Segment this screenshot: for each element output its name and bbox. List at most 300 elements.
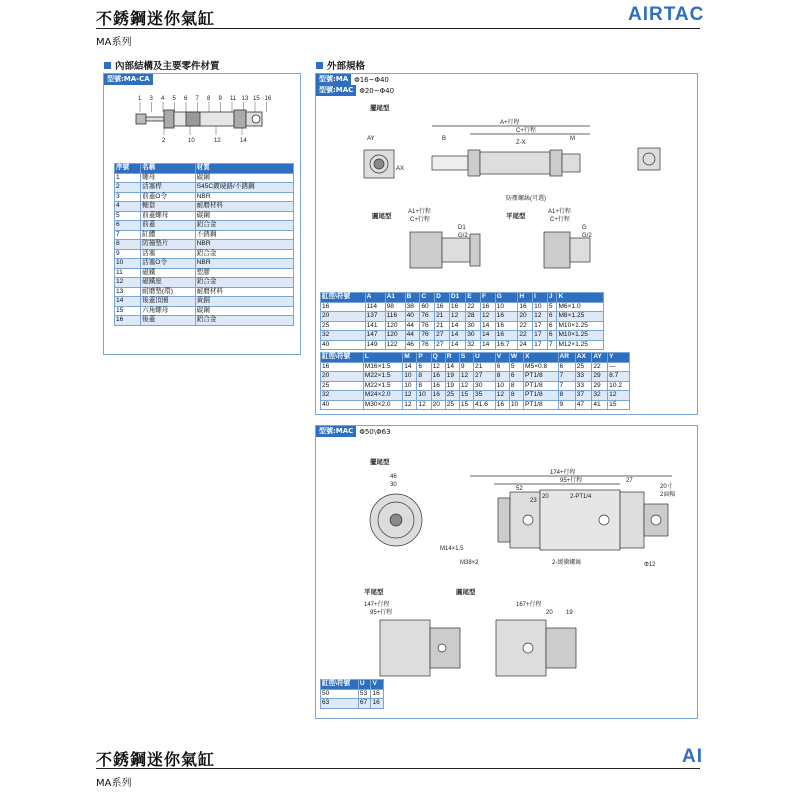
table-cell: 33 bbox=[575, 372, 592, 382]
table-cell: 16 bbox=[449, 302, 465, 312]
table-header-cell: 序號 bbox=[115, 164, 141, 174]
table-cell: 16 bbox=[115, 316, 141, 326]
table-cell: 耐磨材料 bbox=[195, 202, 293, 212]
table-cell: PT1/8 bbox=[524, 391, 558, 401]
table-cell: 24 bbox=[518, 340, 533, 350]
table-cell: 14 bbox=[403, 362, 417, 372]
parts-table bbox=[114, 163, 294, 326]
dim-label: A1+行程 bbox=[548, 209, 571, 215]
model-spec: Φ20~Φ40 bbox=[359, 86, 395, 95]
dim-label: M38×2 bbox=[460, 560, 479, 566]
table-cell: 122 bbox=[385, 340, 405, 350]
table-cell: 30 bbox=[466, 331, 481, 341]
table-cell: 50 bbox=[321, 689, 359, 699]
table-cell: 25 bbox=[445, 400, 459, 410]
model-spec: Φ50\Φ63 bbox=[359, 427, 391, 436]
dim-label: 19 bbox=[566, 610, 573, 616]
callout-number: 16 bbox=[264, 96, 272, 102]
parts-row bbox=[115, 297, 294, 307]
table-cell: 27 bbox=[474, 372, 496, 382]
parts-row bbox=[115, 268, 294, 278]
table-cell: 耐磨墊(環) bbox=[141, 287, 196, 297]
dimension-row bbox=[321, 312, 604, 322]
dim-label: AX bbox=[396, 166, 405, 172]
dim-label: 52 bbox=[516, 486, 523, 492]
table-cell: 12 bbox=[417, 400, 431, 410]
dim-label: 23 bbox=[530, 498, 537, 504]
dim-label: D1 bbox=[458, 225, 466, 231]
table-cell: M30×2.0 bbox=[363, 400, 403, 410]
table-cell: 14 bbox=[449, 331, 465, 341]
table-cell: 32 bbox=[321, 391, 364, 401]
table-cell: PT1/8 bbox=[524, 372, 558, 382]
dim-label: C+行程 bbox=[516, 128, 536, 134]
table-cell: 塑膠 bbox=[195, 268, 293, 278]
dimension-row bbox=[321, 699, 384, 709]
table-cell: 76 bbox=[420, 321, 435, 331]
table-cell: M5×0.8 bbox=[524, 362, 558, 372]
table-header-cell: AR bbox=[558, 353, 575, 363]
table-cell: 22 bbox=[518, 321, 533, 331]
table-cell: 141 bbox=[365, 321, 385, 331]
right-section-title: 外部規格 bbox=[327, 61, 366, 72]
table-header-cell: F bbox=[481, 293, 496, 303]
table-cell: 5 bbox=[547, 302, 557, 312]
model-row-mac bbox=[316, 85, 394, 96]
table-cell: M24×2.0 bbox=[363, 391, 403, 401]
parts-row bbox=[115, 240, 294, 250]
table-cell: M12×1.25 bbox=[557, 340, 604, 350]
table-cell: 147 bbox=[365, 331, 385, 341]
dimension-row bbox=[321, 331, 604, 341]
bullet-icon bbox=[104, 62, 111, 69]
table-cell: 3 bbox=[115, 192, 141, 202]
callout-number: 10 bbox=[188, 138, 195, 144]
mac-dimension-table bbox=[320, 679, 384, 709]
table-cell: M16×1.5 bbox=[363, 362, 403, 372]
table-cell: M8×1.25 bbox=[557, 312, 604, 322]
table-cell: 15 bbox=[608, 400, 630, 410]
table-header-cell: D bbox=[435, 293, 450, 303]
table-header-cell: 名稱 bbox=[141, 164, 196, 174]
model-list bbox=[316, 74, 394, 96]
table-header-cell: 缸徑\符號 bbox=[321, 293, 366, 303]
table-cell: 16 bbox=[435, 302, 450, 312]
table-cell: 14 bbox=[449, 340, 465, 350]
table-header-cell: J bbox=[547, 293, 557, 303]
table-cell: 16 bbox=[321, 362, 364, 372]
table-cell: PT1/8 bbox=[524, 381, 558, 391]
dim-label: C+行程 bbox=[410, 217, 430, 223]
table-header-cell: U bbox=[474, 353, 496, 363]
table-cell: 29 bbox=[592, 381, 608, 391]
table-cell: 20 bbox=[518, 312, 533, 322]
table-cell: 10.2 bbox=[608, 381, 630, 391]
table-cell: 14 bbox=[449, 321, 465, 331]
table-cell: 116 bbox=[385, 312, 405, 322]
model-tag: 型號:MAC bbox=[316, 426, 356, 437]
table-cell: 5 bbox=[509, 362, 523, 372]
table-cell: 10 bbox=[495, 302, 518, 312]
table-cell: 76 bbox=[420, 312, 435, 322]
table-cell: 16 bbox=[371, 699, 384, 709]
table-cell: 鋁合金 bbox=[195, 278, 293, 288]
dim-label: 20寸 bbox=[660, 484, 673, 490]
dim-label: G/2 bbox=[582, 233, 592, 239]
table-cell: 25 bbox=[445, 391, 459, 401]
callout-number: 2 bbox=[162, 138, 166, 144]
dim-label: A+行程 bbox=[500, 120, 520, 126]
model-tag: 型號:MA-CA bbox=[104, 74, 153, 85]
table-cell: 33 bbox=[575, 381, 592, 391]
left-section-heading bbox=[104, 58, 220, 72]
dim-label: G bbox=[582, 225, 587, 231]
model-row-ma bbox=[316, 74, 394, 85]
table-cell: 12 bbox=[403, 400, 417, 410]
table-cell: 11 bbox=[115, 268, 141, 278]
dim-label: 20 bbox=[546, 610, 553, 616]
parts-panel bbox=[103, 73, 301, 355]
table-cell: 16 bbox=[431, 372, 445, 382]
dim-label: AY bbox=[367, 136, 375, 142]
table-cell: 40 bbox=[321, 340, 366, 350]
table-cell: 軸套 bbox=[141, 202, 196, 212]
table-cell: 防撞墊片 bbox=[141, 240, 196, 250]
table-cell: 鋁合金 bbox=[195, 316, 293, 326]
model-spec: Φ16~Φ40 bbox=[354, 75, 389, 84]
dim-label: B bbox=[442, 136, 447, 142]
table-header-cell: V bbox=[371, 680, 384, 690]
table-cell: 14 bbox=[115, 297, 141, 307]
table-cell: 8 bbox=[115, 240, 141, 250]
callout-number: 1 bbox=[138, 96, 142, 102]
dim-label: 174+行程 bbox=[550, 470, 576, 476]
table-cell: 44 bbox=[405, 331, 420, 341]
callout-number: 15 bbox=[253, 96, 260, 102]
callout-number: 13 bbox=[241, 96, 249, 102]
callout-number: 6 bbox=[184, 96, 188, 102]
table-cell: 6 bbox=[558, 362, 575, 372]
dimension-row bbox=[321, 362, 630, 372]
table-cell: 前蓋O令 bbox=[141, 192, 196, 202]
bullet-icon bbox=[316, 62, 323, 69]
table-cell: S45C鍍硬鉻/不銹鋼 bbox=[195, 183, 293, 193]
footer-title: 不銹鋼迷你氣缸 bbox=[96, 750, 216, 769]
dimension-row bbox=[321, 302, 604, 312]
table-cell: 耐磨材料 bbox=[195, 287, 293, 297]
table-cell: 12 bbox=[608, 391, 630, 401]
table-cell: 14 bbox=[481, 331, 496, 341]
table-cell: 40 bbox=[405, 312, 420, 322]
table-cell: 76 bbox=[420, 331, 435, 341]
table-cell: — bbox=[608, 362, 630, 372]
label-flat-tail: 平尾型 bbox=[506, 213, 526, 220]
table-cell: 32 bbox=[466, 340, 481, 350]
table-cell: 29 bbox=[592, 372, 608, 382]
table-cell: 2 bbox=[115, 183, 141, 193]
dim-label: 防塵螺絲(可選) bbox=[506, 196, 546, 202]
table-cell: 14 bbox=[481, 340, 496, 350]
page-title: 不銹鋼迷你氣缸 bbox=[96, 9, 216, 28]
dim-label: 46 bbox=[390, 474, 397, 480]
table-cell: 30 bbox=[466, 321, 481, 331]
dim-label: 30 bbox=[390, 482, 397, 488]
table-cell: 4 bbox=[115, 202, 141, 212]
table-cell: M6×1.0 bbox=[557, 302, 604, 312]
table-header-cell: 材質 bbox=[195, 164, 293, 174]
table-cell: 76 bbox=[420, 340, 435, 350]
table-cell: 活塞O令 bbox=[141, 259, 196, 269]
table-cell: M22×1.5 bbox=[363, 381, 403, 391]
table-cell: 17 bbox=[533, 331, 548, 341]
table-cell: 20 bbox=[321, 372, 364, 382]
table-cell: 28 bbox=[466, 312, 481, 322]
table-cell: 後蓋頂圈 bbox=[141, 297, 196, 307]
model-tag: 型號:MAC bbox=[316, 85, 356, 96]
callout-number: 3 bbox=[149, 96, 153, 102]
table-cell: 22 bbox=[466, 302, 481, 312]
table-cell: 16 bbox=[321, 302, 366, 312]
mac-spec-panel bbox=[315, 425, 698, 719]
table-cell: 10 bbox=[115, 259, 141, 269]
table-cell: 12 bbox=[115, 278, 141, 288]
table-cell: 10 bbox=[417, 391, 431, 401]
parts-row bbox=[115, 278, 294, 288]
table-cell: M10×1.25 bbox=[557, 331, 604, 341]
table-cell: 16 bbox=[481, 302, 496, 312]
table-cell: 12 bbox=[495, 391, 509, 401]
table-cell: 12 bbox=[449, 312, 465, 322]
table-cell: 21 bbox=[435, 321, 450, 331]
table-cell: 6 bbox=[547, 331, 557, 341]
table-cell: 6 bbox=[547, 321, 557, 331]
table-cell: 12 bbox=[533, 312, 548, 322]
dim-label: 167+行程 bbox=[516, 602, 542, 608]
table-cell: 40 bbox=[321, 400, 364, 410]
table-cell: 碳鋼 bbox=[195, 306, 293, 316]
table-cell: 22 bbox=[518, 331, 533, 341]
table-header-cell: L bbox=[363, 353, 403, 363]
dim-label: 95+行程 bbox=[560, 478, 583, 484]
table-cell: 10 bbox=[403, 381, 417, 391]
table-cell: 7 bbox=[558, 381, 575, 391]
table-cell: 不銹鋼 bbox=[195, 230, 293, 240]
dimension-row bbox=[321, 381, 630, 391]
table-header-cell: 缸徑\符號 bbox=[321, 680, 359, 690]
table-cell: 鋁合金 bbox=[195, 249, 293, 259]
table-cell: 16 bbox=[518, 302, 533, 312]
external-dimension-drawing bbox=[320, 100, 692, 285]
table-cell: 7 bbox=[115, 230, 141, 240]
mac-dimension-drawing bbox=[320, 442, 692, 682]
table-cell: 12 bbox=[431, 362, 445, 372]
table-cell: 98 bbox=[385, 302, 405, 312]
table-cell: 後蓋 bbox=[141, 316, 196, 326]
table-cell: 鋁合金 bbox=[195, 221, 293, 231]
table-cell: 6 bbox=[509, 372, 523, 382]
parts-row bbox=[115, 183, 294, 193]
table-cell: 41 bbox=[592, 400, 608, 410]
table-header-cell: C bbox=[420, 293, 435, 303]
table-header-cell: Y bbox=[608, 353, 630, 363]
table-cell: 19 bbox=[445, 372, 459, 382]
table-cell: 13 bbox=[115, 287, 141, 297]
table-cell: 21 bbox=[474, 362, 496, 372]
table-cell: 8 bbox=[509, 391, 523, 401]
label-round-tail: 圓尾型 bbox=[372, 213, 392, 220]
table-cell: NBR bbox=[195, 259, 293, 269]
table-cell: 9 bbox=[459, 362, 473, 372]
dim-label: 20 bbox=[542, 494, 549, 500]
callout-number: 12 bbox=[214, 138, 221, 144]
table-cell: 7 bbox=[547, 340, 557, 350]
table-cell: 17 bbox=[533, 321, 548, 331]
table-cell: 12 bbox=[459, 381, 473, 391]
table-cell: M10×1.25 bbox=[557, 321, 604, 331]
table-cell: 碳鋼 bbox=[195, 211, 293, 221]
dim-label: M14×1.5 bbox=[440, 546, 464, 552]
table-cell: 25 bbox=[575, 362, 592, 372]
table-cell: 15 bbox=[459, 391, 473, 401]
table-cell: 8 bbox=[495, 372, 509, 382]
table-cell: 六角螺母 bbox=[141, 306, 196, 316]
table-cell: 10 bbox=[509, 400, 523, 410]
table-cell: 16.7 bbox=[495, 340, 518, 350]
table-cell: 41.6 bbox=[474, 400, 496, 410]
series-label: MA系列 bbox=[96, 37, 132, 48]
table-header-cell: P bbox=[417, 353, 431, 363]
dim-label: 27 bbox=[626, 478, 633, 484]
dimension-row bbox=[321, 391, 630, 401]
table-cell: 10 bbox=[403, 372, 417, 382]
parts-row bbox=[115, 230, 294, 240]
table-cell: 9 bbox=[558, 400, 575, 410]
parts-row bbox=[115, 259, 294, 269]
table-header-cell: D1 bbox=[449, 293, 465, 303]
parts-row bbox=[115, 211, 294, 221]
table-cell: NBR bbox=[195, 192, 293, 202]
table-cell: 67 bbox=[358, 699, 371, 709]
table-cell: 53 bbox=[358, 689, 371, 699]
dimension-table-1 bbox=[320, 292, 604, 350]
callout-number: 9 bbox=[218, 96, 222, 102]
table-cell: 60 bbox=[420, 302, 435, 312]
table-header-cell: R bbox=[445, 353, 459, 363]
parts-row bbox=[115, 306, 294, 316]
table-header-cell: AX bbox=[575, 353, 592, 363]
dim-label: M bbox=[570, 136, 575, 142]
table-cell: 30 bbox=[474, 381, 496, 391]
table-cell: 前蓋螺母 bbox=[141, 211, 196, 221]
table-cell: 32 bbox=[321, 331, 366, 341]
model-tag: 型號:MA bbox=[316, 74, 351, 85]
table-cell: 46 bbox=[405, 340, 420, 350]
table-cell: NBR bbox=[195, 240, 293, 250]
parts-row bbox=[115, 287, 294, 297]
table-cell: 1 bbox=[115, 173, 141, 183]
table-cell: 21 bbox=[435, 312, 450, 322]
table-header-cell: U bbox=[358, 680, 371, 690]
table-cell: 5 bbox=[115, 211, 141, 221]
table-header-cell: S bbox=[459, 353, 473, 363]
table-cell: 17 bbox=[533, 340, 548, 350]
footer-series: MA系列 bbox=[96, 778, 132, 789]
parts-row bbox=[115, 316, 294, 326]
table-header-cell: E bbox=[466, 293, 481, 303]
table-cell: 12 bbox=[403, 391, 417, 401]
table-cell: 活塞桿 bbox=[141, 183, 196, 193]
parts-row bbox=[115, 192, 294, 202]
table-header-cell: AY bbox=[592, 353, 608, 363]
table-cell: 63 bbox=[321, 699, 359, 709]
dim-label: Z-X bbox=[516, 140, 526, 146]
table-cell: 15 bbox=[115, 306, 141, 316]
table-cell: 磁鐵座 bbox=[141, 278, 196, 288]
table-cell: 活塞 bbox=[141, 249, 196, 259]
table-cell: 16 bbox=[495, 312, 518, 322]
table-header-cell: G bbox=[495, 293, 518, 303]
table-cell: 44 bbox=[405, 321, 420, 331]
table-cell: 12 bbox=[481, 312, 496, 322]
table-cell: 35 bbox=[474, 391, 496, 401]
table-cell: 20 bbox=[431, 400, 445, 410]
dim-label: 95+行程 bbox=[370, 610, 393, 616]
dimension-row bbox=[321, 689, 384, 699]
table-header-cell: A bbox=[365, 293, 385, 303]
table-header-cell: V bbox=[495, 353, 509, 363]
table-cell: 6 bbox=[417, 362, 431, 372]
table-cell: 8.7 bbox=[608, 372, 630, 382]
brand-logo: AIRTAC bbox=[628, 4, 705, 25]
table-cell: 38 bbox=[405, 302, 420, 312]
table-header-cell: 缸徑\符號 bbox=[321, 353, 364, 363]
table-cell: 14 bbox=[445, 362, 459, 372]
mac-model-row bbox=[316, 426, 391, 437]
table-cell: 8 bbox=[417, 381, 431, 391]
table-cell: 6 bbox=[495, 362, 509, 372]
parts-row bbox=[115, 202, 294, 212]
table-cell: 8 bbox=[417, 372, 431, 382]
callout-number: 5 bbox=[172, 96, 176, 102]
table-cell: PT1/8 bbox=[524, 400, 558, 410]
table-cell: 10 bbox=[533, 302, 548, 312]
table-cell: 7 bbox=[558, 372, 575, 382]
callout-number: 7 bbox=[195, 96, 199, 102]
dimension-table-2 bbox=[320, 352, 630, 410]
dim-label: 147+行程 bbox=[364, 602, 390, 608]
dim-label: 2-PT1/4 bbox=[570, 494, 592, 500]
table-header-cell: H bbox=[518, 293, 533, 303]
table-cell: 114 bbox=[365, 302, 385, 312]
table-header-cell: I bbox=[533, 293, 548, 303]
dimension-row bbox=[321, 400, 630, 410]
table-cell: 螺母 bbox=[141, 173, 196, 183]
table-cell: 120 bbox=[385, 321, 405, 331]
table-cell: 19 bbox=[445, 381, 459, 391]
table-cell: 16 bbox=[495, 321, 518, 331]
dim-label: G/2 bbox=[458, 233, 468, 239]
dim-label: 2-緩衝螺絲 bbox=[552, 560, 582, 566]
table-header-cell: A1 bbox=[385, 293, 405, 303]
callout-number: 11 bbox=[230, 96, 237, 102]
label-flat-tail: 平尾型 bbox=[364, 589, 384, 596]
dimension-row bbox=[321, 372, 630, 382]
table-cell: 47 bbox=[575, 400, 592, 410]
dim-label: C+行程 bbox=[550, 217, 570, 223]
dim-label: A1+行程 bbox=[408, 209, 431, 215]
table-header-cell: W bbox=[509, 353, 523, 363]
table-cell: 黃銅 bbox=[195, 297, 293, 307]
